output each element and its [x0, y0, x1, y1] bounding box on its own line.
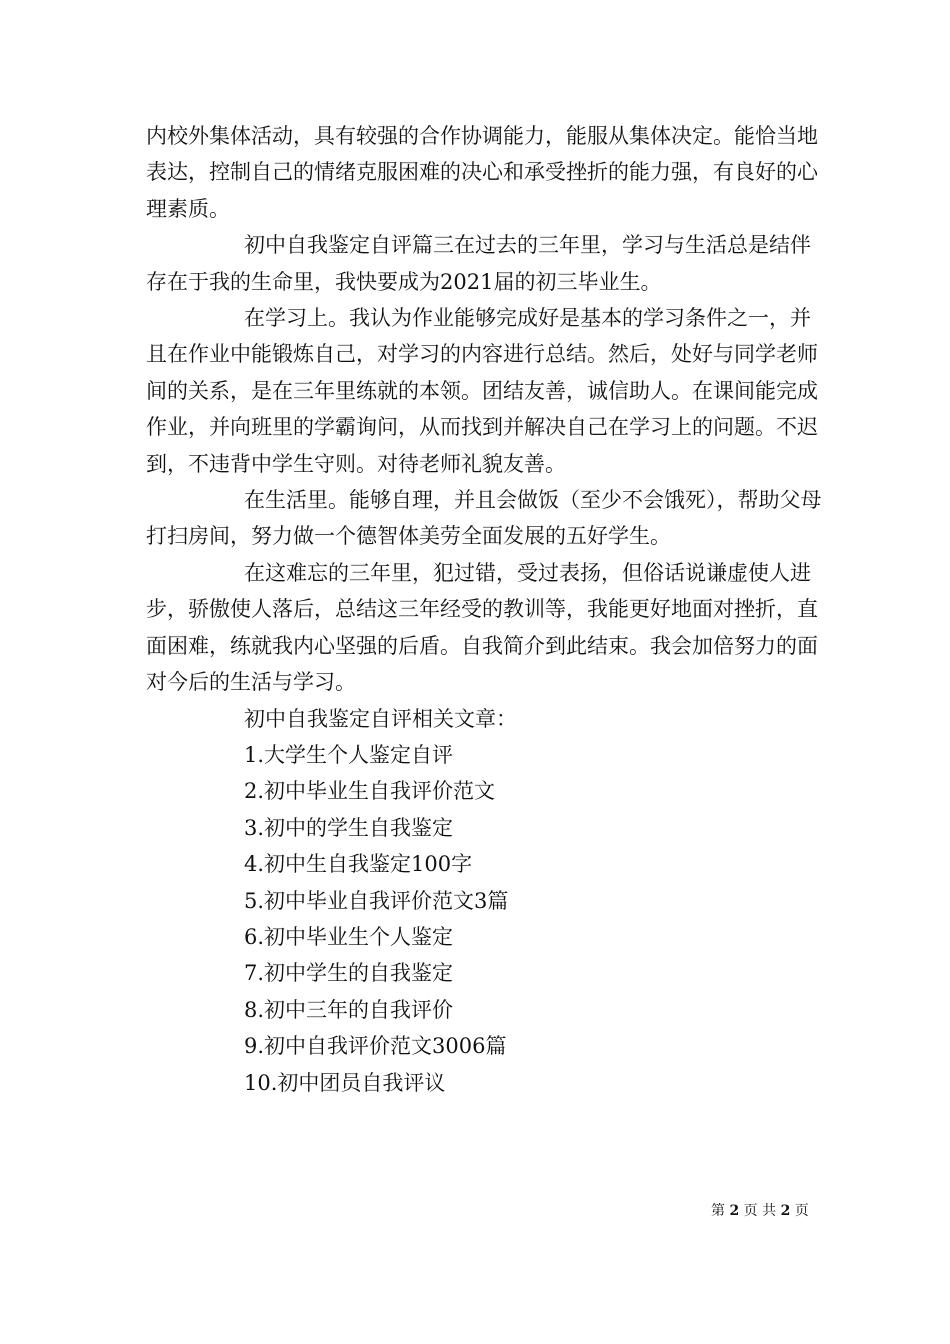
footer-middle: 页 共 [743, 1203, 777, 1219]
footer-total-pages: 2 [780, 1203, 791, 1219]
related-articles-heading: 初中自我鉴定自评相关文章： [244, 706, 517, 731]
paragraph-intro: 初中自我鉴定自评篇三在过去的三年里，学习与生活总是结伴存在于我的生命里，我快要成为2021届的初三毕业生。 [146, 233, 811, 294]
related-article-link[interactable]: 5.初中毕业自我评价范文3篇 [244, 888, 509, 913]
related-article-link[interactable]: 3.初中的学生自我鉴定 [244, 815, 454, 840]
document-body [146, 118, 826, 1101]
page-footer [711, 1201, 809, 1221]
related-article-link[interactable]: 7.初中学生的自我鉴定 [244, 961, 454, 986]
paragraph-continued: 内校外集体活动，具有较强的合作协调能力，能服从集体决定。能恰当地表达，控制自己的情绪克服困难的决心和承受挫折的能力强，有良好的心理素质。 [146, 124, 818, 221]
related-articles-list [146, 737, 826, 1101]
related-article-link[interactable]: 1.大学生个人鉴定自评 [244, 742, 454, 767]
related-article-link[interactable]: 2.初中毕业生自我评价范文 [244, 779, 496, 804]
related-article-link[interactable]: 8.初中三年的自我评价 [244, 997, 454, 1022]
footer-page-number: 2 [729, 1203, 740, 1219]
related-article-link[interactable]: 6.初中毕业生个人鉴定 [244, 924, 454, 949]
related-article-link[interactable]: 4.初中生自我鉴定100字 [244, 852, 473, 877]
footer-prefix: 第 [711, 1203, 725, 1219]
footer-suffix: 页 [794, 1203, 809, 1219]
related-article-link[interactable]: 9.初中自我评价范文3006篇 [244, 1034, 507, 1059]
paragraph-summary: 在这难忘的三年里，犯过错，受过表扬，但俗话说谦虚使人进步，骄傲使人落后，总结这三年经受的教训等，我能更好地面对挫折，直面困难，练就我内心坚强的后盾。自我简介到此结束。我会加倍努力的面对今后的生活与学习。 [146, 560, 818, 695]
paragraph-study: 在学习上。我认为作业能够完成好是基本的学习条件之一，并且在作业中能锻炼自己，对学习的内容进行总结。然后，处好与同学老师间的关系，是在三年里练就的本领。团结友善，诚信助人。在课间能完成作业，并向班里的学霸询问，从而找到并解决自己在学习上的问题。不迟到，不违背中学生守则。对待老师礼貌友善。 [146, 306, 818, 476]
paragraph-life: 在生活里。能够自理，并且会做饭（至少不会饿死），帮助父母打扫房间，努力做一个德智体美劳全面发展的五好学生。 [146, 488, 822, 549]
related-article-link[interactable]: 10.初中团员自我评议 [244, 1070, 446, 1095]
